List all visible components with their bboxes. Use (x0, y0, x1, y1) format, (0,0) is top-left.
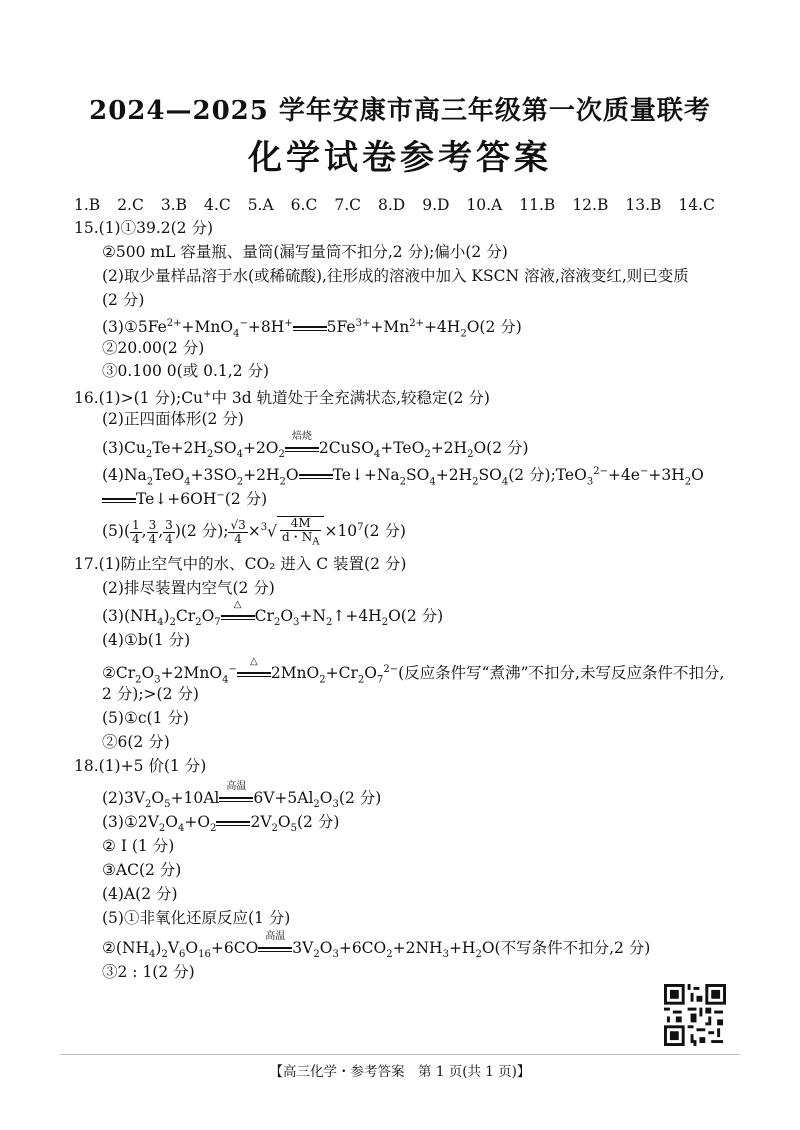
q15-line-3: (2)取少量样品溶于水(或稀硫酸),往形成的溶液中加入 KSCN 溶液,溶液变红,则已变质 (102, 267, 689, 285)
q17-line-4: (4)①b(1 分) (102, 631, 191, 649)
answer-item: 12.B (572, 196, 609, 214)
answer-item: 14.C (678, 196, 715, 214)
q18-line-8: $②(NH_4)_2V_6O_{16}+6CO$ 高温 $3V_2O_3+6CO_2+2NH_3+H_2O$(不写条件不扣分,2 分) (102, 931, 651, 961)
q15-line-6: ②20.00(2 分) (102, 339, 205, 357)
document-title: 化学试卷参考答案 (248, 138, 552, 178)
q16-line-6: (5)( $\frac{1}{4}$ , $\frac{3}{4}$ , $\frac{3}{4}$ )(2 分); $\frac{√3}{4}$ ×$^3$√ $\frac{4M}{d・N_A}$ $\times 10^7(2$ 分) (102, 516, 406, 548)
q16-line-5: Te↓+6OH−(2 分) (102, 486, 267, 509)
q18-line-4: ② Ⅰ (1 分) (102, 837, 175, 855)
answer-item: 11.B (519, 196, 556, 214)
q16-line-4: $(4)Na_2TeO_4+3SO_2+2H_2O$ $Te↓+Na_2SO_4+2H_2SO_4(2$ 分)$;TeO_3^{2-}+4e^-+3H_2O$ (102, 466, 704, 488)
q17-line-7: (5)①c(1 分) (102, 709, 189, 727)
answer-item: 4.C (204, 196, 231, 214)
answer-item: 9.D (422, 196, 450, 214)
qr-code (664, 984, 726, 1046)
answer-item: 3.B (160, 196, 188, 214)
choice-answers (74, 196, 715, 214)
q15-line-7: ③0.100 0(或 0.1,2 分) (102, 362, 270, 380)
q18-line-9: ③2 : 1(2 分) (102, 963, 195, 981)
q17-line-2: (2)排尽装置内空气(2 分) (102, 579, 275, 597)
q16-line-3: $(3)Cu_2Te+2H_2SO_4+2O_2$ 焙烧 $2CuSO_4+TeO_2+2H_2O(2$ 分) (102, 431, 529, 461)
answer-item: 2.C (117, 196, 144, 214)
q18-line-3: $(3)①2V_2O_4+O_2$ $2V_2O_5(2$ 分) (102, 813, 340, 835)
q17-line-6: 2 分);>(2 分) (102, 685, 199, 703)
footer-divider (60, 1054, 740, 1055)
q17-line-5: $②Cr_2O_3+2MnO_4^-$ △ $2MnO_2+Cr_2O_7^{2-}$(反应条件写“煮沸”不扣分,未写反应条件不扣分, (102, 656, 725, 686)
q18-line-6: (4)A(2 分) (102, 885, 178, 903)
q18-line-5: ③AC(2 分) (102, 861, 182, 879)
q18-line-7: (5)①非氧化还原反应(1 分) (102, 909, 291, 927)
answer-item: 1.B (74, 196, 101, 214)
q17-line-3: $(3)(NH_4)_2Cr_2O_7$ △ $Cr_2O_3+N_2↑+4H_2O(2$ 分) (102, 599, 444, 629)
q18-line-2: $(2)3V_2O_5+10Al$ 高温 $6V+5Al_2O_3(2$ 分) (102, 781, 382, 811)
q15-line-2: ②500 mL 容量瓶、量筒(漏写量筒不扣分,2 分);偏小(2 分) (102, 243, 508, 261)
page-footer: 【高三化学・参考答案 第 1 页(共 1 页)】 (269, 1064, 531, 1080)
answer-item: 8.D (377, 196, 406, 214)
q15-line-4: (2 分) (102, 291, 145, 309)
answer-item: 5.A (247, 196, 274, 214)
answer-item: 6.C (290, 196, 318, 214)
q15-line-1: 15.(1)①39.2(2 分) (74, 219, 214, 237)
exam-title: 2024—2025 学年安康市高三年级第一次质量联考 (89, 96, 711, 126)
q17-line-8: ②6(2 分) (102, 733, 170, 751)
q18-line-1: 18.(1)+5 价(1 分) (74, 757, 207, 775)
q17-line-1: 17.(1)防止空气中的水、CO₂ 进入 C 装置(2 分) (74, 555, 407, 573)
answer-item: 10.A (466, 196, 503, 214)
q15-line-5: $(3)①5Fe^{2+}+MnO_4^-+8H^+$ $5Fe^{3+}+Mn^{2+}+4H_2O(2$ 分) (102, 318, 522, 340)
q16-line-1: 16.(1)>(1 分);Cu+中 3d 轨道处于全充满状态,较稳定(2 分) (74, 389, 490, 408)
answer-item: 13.B (625, 196, 662, 214)
q16-line-2: (2)正四面体形(2 分) (102, 410, 244, 428)
answer-item: 7.C (334, 196, 361, 214)
